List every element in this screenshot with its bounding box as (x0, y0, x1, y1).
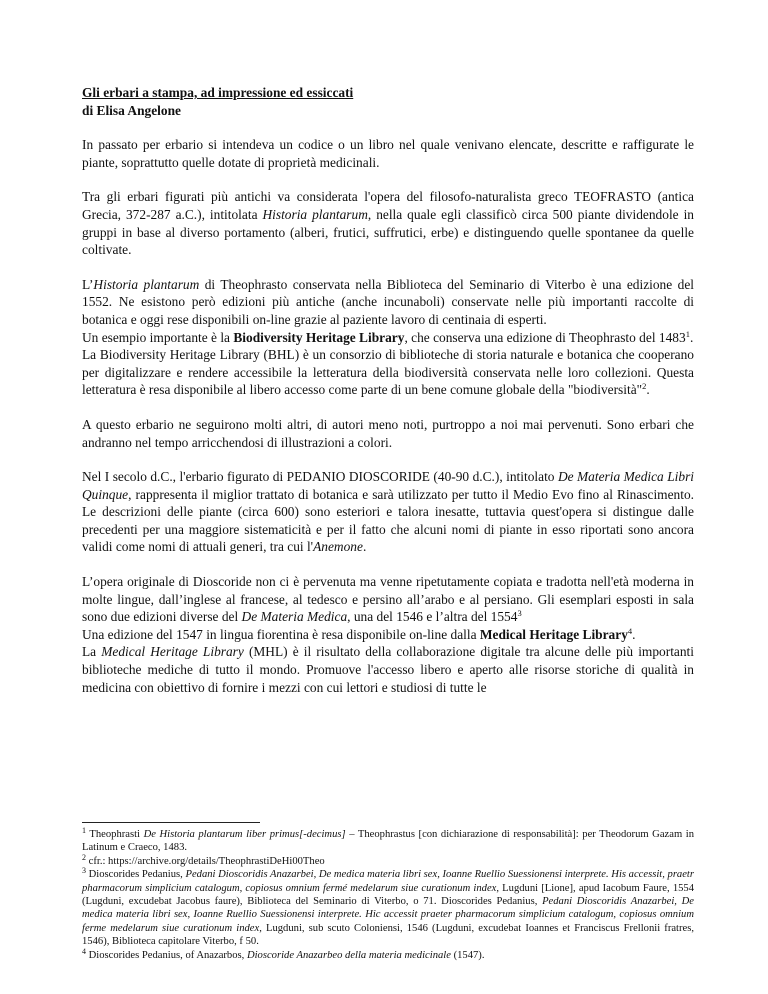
footnote-ref-4: 4 (627, 625, 633, 636)
paragraph-bhl-description: La Biodiversity Heritage Library (BHL) è un consorzio di biblioteche di storia naturale e botanica che cooperano per digitalizzare e rendere accessibile la letteratura della biodiversità conservata nelle loro collezioni. Questa letteratura è resa disponibile al libero accesso come parte di un bene comune globale della "biodiversità"$^2$. (82, 347, 694, 398)
document-title: Gli erbari a stampa, ad impressione ed essiccati (82, 85, 354, 100)
paragraph-florentine-edition: Una edizione del 1547 in lingua fiorentina è resa disponibile on-line dalla Medical Heritage Library$^4$. (82, 625, 636, 642)
paragraph-other-herbaria: A questo erbario ne seguirono molti altri, di autori meno noti, purtroppo a noi mai pervenuti. Sono erbari che andranno nel tempo arricchendosi di illustrazioni a colori. (82, 416, 694, 450)
document-author: di Elisa Angelone (82, 102, 181, 118)
footnote-1: $^1$ Theophrasti De Historia plantarum liber primus[-decimus] – Theophrastus [con dichiarazione di responsabilità]: per Theodorum Gazam in Latinum e Craeco, 1483. (82, 826, 694, 854)
mhl-name: Medical Heritage Library (479, 626, 628, 642)
paragraph-bhl-example: Un esempio importante è la Biodiversity Heritage Library, che conserva una edizione di Theophrasto del 1483$^1$. (82, 328, 694, 345)
document-body (82, 84, 694, 696)
paragraph-mhl-description: La Medical Heritage Library (MHL) è il risultato della collaborazione digitale tra alcune delle più importanti biblioteche mediche di tutto il mondo. Promuove l'accesso libero e aperto alle risorse storiche di qualità in medicina con obiettivo di fornire i mezzi con cui lettori e studiosi di tutte le (82, 644, 694, 695)
paragraph-intro: In passato per erbario si intendeva un codice o un libro nel quale venivano elencate, descritte e raffigurate le piante, soprattutto quelle dotate di proprietà medicinali. (82, 137, 694, 170)
footnote-2: $^2$ cfr.: https://archive.org/details/TheophrastiDeHi00Theo (82, 852, 325, 867)
bhl-name: Biodiversity Heritage Library (233, 329, 405, 345)
paragraph-dioscoride: Nel I secolo d.C., l'erbario figurato di PEDANIO DIOSCORIDE (40-90 d.C.), intitolato De Materia Medica Libri Quinque, rappresenta il miglior trattato di botanica e sarà utilizzato per tutto il Medio Evo fino al Rinascimento. Le descrizioni delle piante (circa 600) sono esteriori e talora inesatte, tuttavia quest'opera si distingue dalle precedenti per una maggiore sistematicità e per il fatto che alcuni nomi di piante in esso riportati sono ancora validi come nomi di attuali generi, tra cui l'Anemone. (82, 469, 695, 555)
footnote-ref-1: 1 (685, 328, 690, 339)
paragraph-historia-plantarum: L’Historia plantarum di Theophrasto conservata nella Biblioteca del Seminario di Viterbo è una edizione del 1552. Ne esistono però edizioni più antiche (anche incunaboli) conservate nelle più importanti raccolte di botanica e oggi rese disponibili on-line grazie al paziente lavoro di centinaia di esperti. (82, 276, 694, 327)
paragraph-translations: L’opera originale di Dioscoride non ci è pervenuta ma venne ripetutamente copiata e tradotta nell'età moderna in molte lingue, dall’inglese al francese, al tedesco e persino all’arabo e al persiano. Gli esemplari esposti in sala sono due edizioni diverse del De Materia Medica, una del 1546 e l’altra del 1554$^3$ (82, 574, 694, 625)
paragraph-teofrasto: Tra gli erbari figurati più antichi va considerata l'opera del filosofo-naturalista greco TEOFRASTO (antica Grecia, 372-287 a.C.), intitolata Historia plantarum, nella quale egli classificò circa 500 piante dividendole in gruppi in base al diverso portamento (alberi, frutici, suffrutici, erbe) e distinguendo quelle spontanee da quelle coltivate. (82, 189, 694, 258)
footnote-3: $^3$ Dioscorides Pedanius, Pedani Dioscoridis Anazarbei, De medica materia libri sex, Ioanne Ruellio Suessionensi interprete. His accessit, praetr pharmacorum simplicium catalogum, copiosus omnium fermé medelarum siue curationum index, Lugduni [Lione], apud Iacobum Faure, 1554 (Lugduni, excudebat Jacobus faure), Biblioteca del Seminario di Viterbo, o 71. Dioscorides Pedanius, Pedani Dioscoridis Anazarbei, De medica materia libri sex, Ioanne Ruellio Suessionensi interprete. Hic accessit praeter pharmacorum simplicium catalogum, copiosus omnium ferme medelarum siue curationum index, Lugduni, sub scuto Coloniensi, 1546 (Lugduni, excudebat Ioannes et Franciscus Frellonii fratres, 1546), Biblioteca capitolare Viterbo, f 50. (82, 866, 695, 948)
footnote-ref-2: 2 (642, 381, 647, 392)
footnotes (82, 822, 694, 962)
footnote-divider (82, 822, 260, 823)
footnote-4: $^4$ Dioscorides Pedanius, of Anazarbos, Dioscoride Anazarbeo della materia medicinale (1547). (82, 946, 485, 961)
footnote-ref-3: 3 (517, 608, 522, 619)
